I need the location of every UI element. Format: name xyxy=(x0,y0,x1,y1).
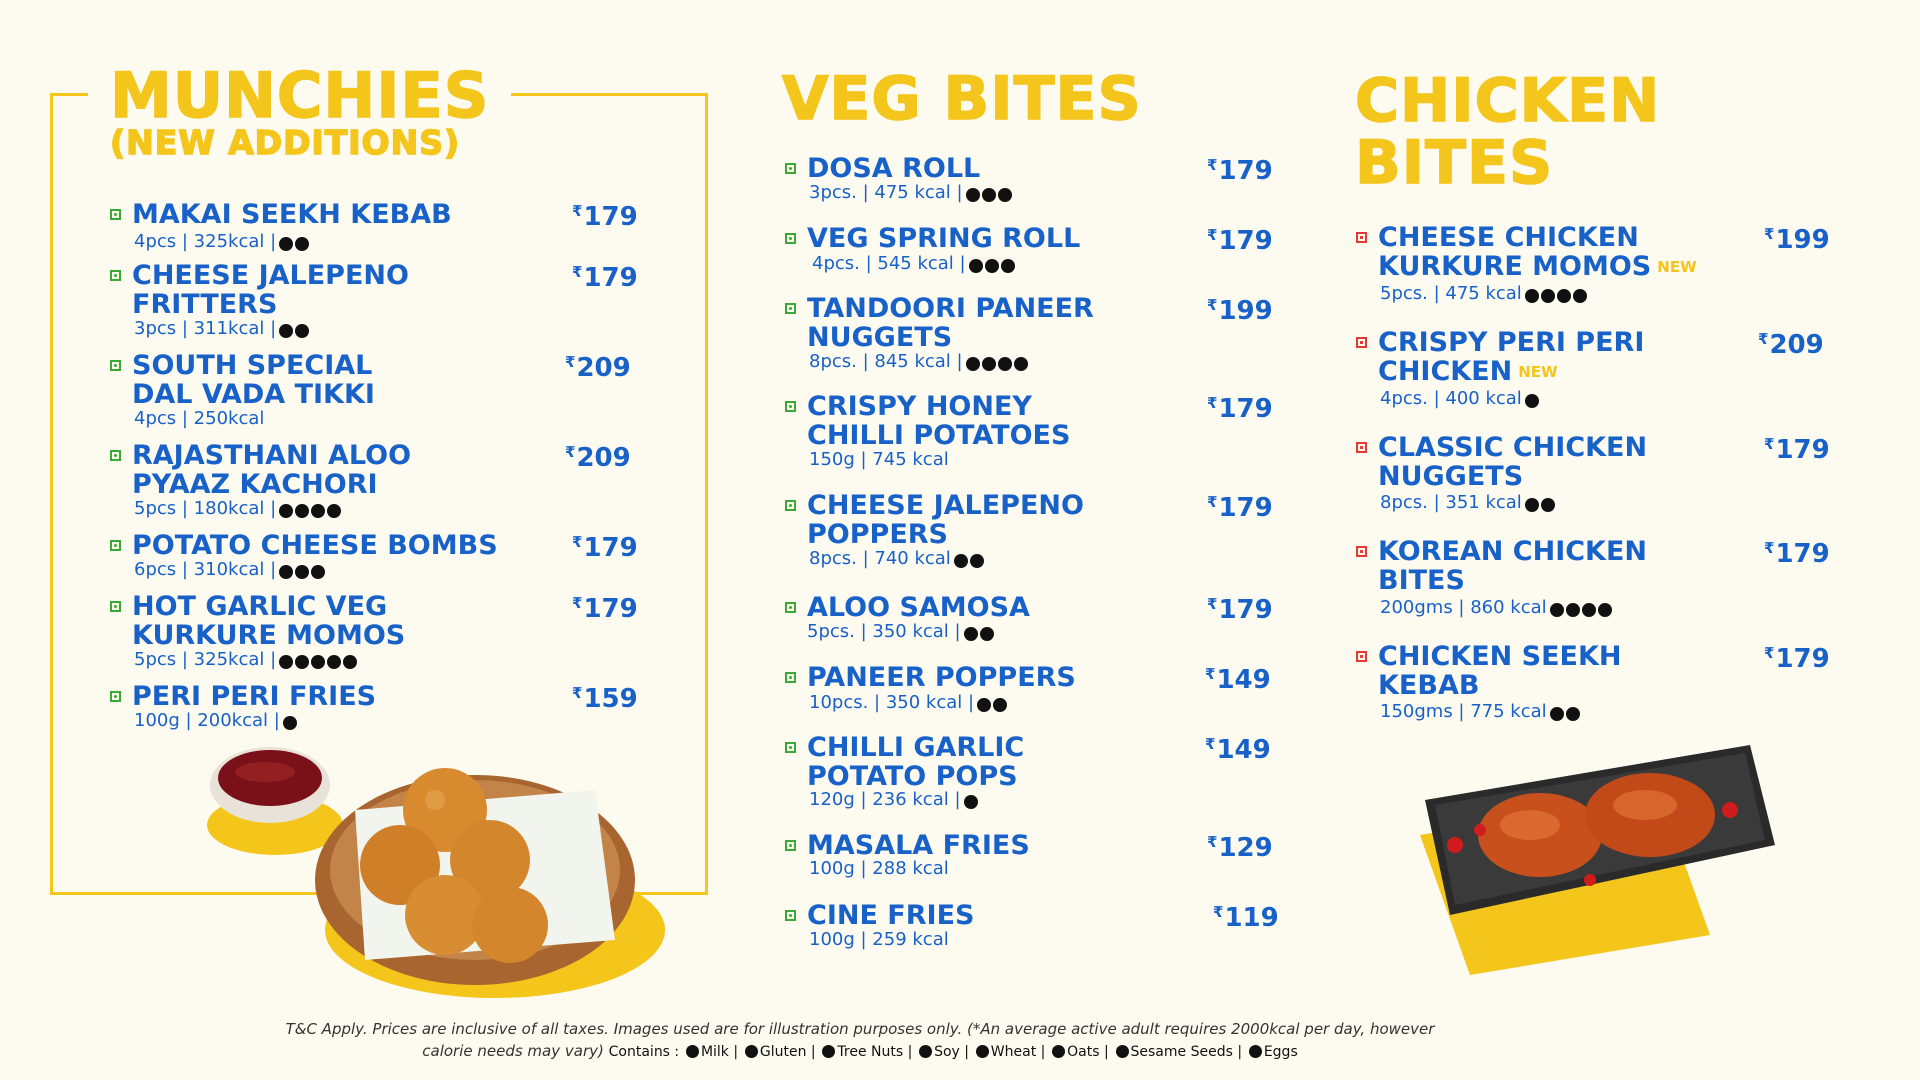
gluten-icon xyxy=(970,554,984,568)
tree-nuts-icon xyxy=(822,1045,835,1058)
item-name: CLASSIC CHICKEN NUGGETS xyxy=(1378,432,1648,492)
item-name: RAJASTHANI ALOO PYAAZ KACHORI xyxy=(132,440,412,500)
veg-indicator-icon xyxy=(785,742,796,753)
eggs-icon xyxy=(1249,1045,1262,1058)
item-name: POTATO CHEESE BOMBS xyxy=(132,530,498,561)
veg-indicator-icon xyxy=(785,233,796,244)
menu-item[interactable] xyxy=(110,351,640,431)
milk-icon xyxy=(969,259,983,273)
item-meta: 4pcs | 325kcal | xyxy=(134,231,311,254)
item-price: ₹149 xyxy=(1205,735,1271,765)
item-price: ₹179 xyxy=(1764,644,1830,674)
item-meta: 5pcs. | 475 kcal xyxy=(1380,283,1589,306)
oats-icon xyxy=(1052,1045,1065,1058)
menu-item[interactable] xyxy=(785,153,1273,209)
item-price: ₹209 xyxy=(1758,330,1824,360)
veg-indicator-icon xyxy=(785,303,796,314)
veg-indicator-icon xyxy=(785,500,796,511)
item-price: ₹129 xyxy=(1207,833,1273,863)
menu-item[interactable] xyxy=(1356,223,1836,303)
veg-indicator-icon xyxy=(785,910,796,921)
gluten-icon xyxy=(980,627,994,641)
item-meta: 200gms | 860 kcal xyxy=(1380,597,1614,620)
soy-icon xyxy=(919,1045,932,1058)
item-price: ₹199 xyxy=(1207,296,1273,326)
gluten-icon xyxy=(985,259,999,273)
item-price: ₹149 xyxy=(1205,665,1271,695)
menu-item[interactable] xyxy=(1356,433,1836,513)
soy-icon xyxy=(1001,259,1015,273)
item-price: ₹179 xyxy=(572,202,638,232)
milk-icon xyxy=(279,504,293,518)
milk-icon xyxy=(977,698,991,712)
soy-icon xyxy=(1525,498,1539,512)
item-price: ₹199 xyxy=(1764,225,1830,255)
legend-eggs: Eggs xyxy=(1247,1044,1298,1060)
veg-indicator-icon xyxy=(110,270,121,281)
item-meta: 4pcs | 250kcal xyxy=(134,408,265,429)
item-name: CHICKEN SEEKH KEBAB xyxy=(1378,641,1622,701)
new-badge: NEW xyxy=(1657,258,1697,276)
item-price: ₹179 xyxy=(1207,156,1273,186)
item-name: CHEESE JALEPENO FRITTERS xyxy=(132,260,409,320)
gluten-icon xyxy=(964,795,978,809)
item-price: ₹179 xyxy=(1207,595,1273,625)
sesame-seeds-icon xyxy=(1116,1045,1129,1058)
item-name: PERI PERI FRIES xyxy=(132,681,377,712)
veg-indicator-icon xyxy=(785,163,796,174)
veg-indicator-icon xyxy=(110,450,121,461)
item-price: ₹209 xyxy=(565,353,631,383)
veg-indicator-icon xyxy=(785,672,796,683)
item-meta: 5pcs | 325kcal | xyxy=(134,649,359,672)
gluten-icon xyxy=(982,357,996,371)
menu-item[interactable] xyxy=(110,592,640,672)
menu-item[interactable] xyxy=(785,662,1271,718)
menu-item[interactable] xyxy=(785,900,1279,956)
veg-indicator-icon xyxy=(110,360,121,371)
milk-icon xyxy=(279,655,293,669)
nonveg-indicator-icon xyxy=(1356,337,1367,348)
item-meta: 10pcs. | 350 kcal | xyxy=(809,692,1009,715)
menu-item[interactable] xyxy=(110,261,640,341)
item-meta: 8pcs. | 845 kcal | xyxy=(809,351,1030,374)
item-meta: 100g | 259 kcal xyxy=(809,929,949,950)
chicken-bites-title-line2: BITES xyxy=(1355,128,1554,198)
item-name: CRISPY HONEY CHILLI POTATOES xyxy=(807,391,1071,451)
item-price: ₹179 xyxy=(1207,394,1273,424)
milk-icon xyxy=(1525,289,1539,303)
item-name: CHEESE CHICKEN KURKURE MOMOS NEW xyxy=(1378,222,1697,282)
menu-item[interactable] xyxy=(785,592,1273,648)
legend-milk: Milk | xyxy=(684,1044,738,1060)
milk-icon xyxy=(279,565,293,579)
item-price: ₹179 xyxy=(1207,493,1273,523)
veg-indicator-icon xyxy=(785,840,796,851)
item-meta: 6pcs | 310kcal | xyxy=(134,559,327,582)
nonveg-indicator-icon xyxy=(1356,651,1367,662)
item-name: CHILLI GARLIC POTATO POPS xyxy=(807,732,1025,792)
chicken-bites-title-line1: CHICKEN xyxy=(1355,66,1661,136)
gluten-icon xyxy=(745,1045,758,1058)
item-name: MASALA FRIES xyxy=(807,830,1030,861)
milk-icon xyxy=(966,188,980,202)
menu-item[interactable] xyxy=(1356,642,1836,722)
item-price: ₹179 xyxy=(1764,435,1830,465)
gluten-icon xyxy=(1566,603,1580,617)
item-meta: 3pcs. | 475 kcal | xyxy=(809,182,1014,205)
gluten-icon xyxy=(295,504,309,518)
item-name: MAKAI SEEKH KEBAB xyxy=(132,199,452,230)
milk-icon xyxy=(279,237,293,251)
legend-oats: Oats | xyxy=(1050,1044,1109,1060)
gluten-icon xyxy=(1541,289,1555,303)
item-price: ₹179 xyxy=(572,594,638,624)
legend-sesame-seeds: Sesame Seeds | xyxy=(1114,1044,1243,1060)
item-meta: 150g | 745 kcal xyxy=(809,449,949,470)
milk-icon xyxy=(279,324,293,338)
item-meta: 8pcs. | 740 kcal xyxy=(809,548,986,571)
munchies-title: MUNCHIES xyxy=(110,59,490,132)
contains-label: Contains : xyxy=(608,1044,680,1060)
legend-gluten: Gluten | xyxy=(743,1044,816,1060)
item-meta: 4pcs. | 545 kcal | xyxy=(812,253,1017,276)
gluten-icon xyxy=(295,655,309,669)
item-meta: 5pcs | 180kcal | xyxy=(134,498,343,521)
menu-item[interactable] xyxy=(785,490,1273,571)
soy-icon xyxy=(998,188,1012,202)
soy-icon xyxy=(1582,603,1596,617)
new-badge: NEW xyxy=(1518,363,1558,381)
veg-indicator-icon xyxy=(785,602,796,613)
legend-wheat: Wheat | xyxy=(974,1044,1046,1060)
menu-item[interactable] xyxy=(110,200,640,260)
item-name: DOSA ROLL xyxy=(807,153,981,184)
soy-icon xyxy=(327,655,341,669)
item-name: VEG SPRING ROLL xyxy=(807,223,1081,254)
gluten-icon xyxy=(982,188,996,202)
menu-item[interactable] xyxy=(785,293,1273,374)
item-name: CINE FRIES xyxy=(807,900,975,931)
item-meta: 120g | 236 kcal | xyxy=(809,789,980,812)
item-price: ₹179 xyxy=(572,263,638,293)
item-name: KOREAN CHICKEN BITES xyxy=(1378,536,1648,596)
menu-item[interactable] xyxy=(785,391,1273,472)
item-price: ₹179 xyxy=(1764,539,1830,569)
fried-chicken-tray-image xyxy=(1410,735,1780,975)
item-price: ₹159 xyxy=(572,684,638,714)
item-name: CRISPY PERI PERI CHICKEN NEW xyxy=(1378,327,1645,387)
nonveg-indicator-icon xyxy=(1356,232,1367,243)
item-name: ALOO SAMOSA xyxy=(807,592,1030,623)
disclaimer-line2: calorie needs may vary) Contains : Milk | Gluten | Tree Nuts | Soy | Wheat | Oats | Sesame Seeds | Eggs xyxy=(422,1042,1298,1060)
nonveg-indicator-icon xyxy=(1356,442,1367,453)
item-meta: 5pcs. | 350 kcal | xyxy=(807,621,996,644)
sesame-seeds-icon xyxy=(1598,603,1612,617)
item-meta: 150gms | 775 kcal xyxy=(1380,701,1582,724)
item-name: HOT GARLIC VEG KURKURE MOMOS xyxy=(132,591,406,651)
gluten-icon xyxy=(993,698,1007,712)
item-price: ₹179 xyxy=(1207,226,1273,256)
item-price: ₹119 xyxy=(1213,903,1279,933)
milk-icon xyxy=(954,554,968,568)
nonveg-indicator-icon xyxy=(1356,546,1367,557)
item-meta: 100g | 200kcal | xyxy=(134,710,299,733)
legend-soy: Soy | xyxy=(917,1044,969,1060)
oats-icon xyxy=(343,655,357,669)
gluten-icon xyxy=(1541,498,1555,512)
veg-indicator-icon xyxy=(110,601,121,612)
wheat-icon xyxy=(976,1045,989,1058)
samosa-plate-image xyxy=(205,730,675,1000)
milk-icon xyxy=(1550,603,1564,617)
item-meta: 3pcs | 311kcal | xyxy=(134,318,311,341)
item-name: TANDOORI PANEER NUGGETS xyxy=(807,293,1094,353)
veg-indicator-icon xyxy=(110,209,121,220)
menu-item[interactable] xyxy=(785,830,1273,886)
item-name: SOUTH SPECIAL DAL VADA TIKKI xyxy=(132,350,375,410)
menu-item[interactable] xyxy=(110,531,640,586)
munchies-subtitle: (NEW ADDITIONS) xyxy=(110,122,461,162)
menu-item[interactable] xyxy=(1356,537,1836,617)
gluten-icon xyxy=(295,324,309,338)
gluten-icon xyxy=(295,565,309,579)
soy-icon xyxy=(998,357,1012,371)
soy-icon xyxy=(327,504,341,518)
item-meta: 8pcs. | 351 kcal xyxy=(1380,492,1557,515)
veg-indicator-icon xyxy=(110,691,121,702)
menu-item[interactable] xyxy=(110,441,640,521)
item-name: CHEESE JALEPENO POPPERS xyxy=(807,490,1084,550)
disclaimer-line1: T&C Apply. Prices are inclusive of all taxes. Images used are for illustration purposes only. (*An average active adult requires 2000kcal per day, however xyxy=(285,1020,1435,1038)
veg-indicator-icon xyxy=(110,540,121,551)
menu-item[interactable] xyxy=(785,223,1273,279)
soy-icon xyxy=(1573,289,1587,303)
menu-item[interactable] xyxy=(785,732,1271,813)
footer-disclaimer xyxy=(0,1018,1720,1063)
item-meta: 4pcs. | 400 kcal xyxy=(1380,388,1541,411)
milk-icon xyxy=(686,1045,699,1058)
item-price: ₹179 xyxy=(572,533,638,563)
tree-nuts-icon xyxy=(311,565,325,579)
wheat-icon xyxy=(283,716,297,730)
milk-icon xyxy=(964,627,978,641)
menu-item[interactable] xyxy=(1356,328,1836,408)
gluten-icon xyxy=(1566,707,1580,721)
gluten-icon xyxy=(1525,394,1539,408)
chicken-bites-heading xyxy=(1355,66,1661,198)
soy-icon xyxy=(1550,707,1564,721)
item-name: PANEER POPPERS xyxy=(807,662,1076,693)
wheat-icon xyxy=(1557,289,1571,303)
legend-tree-nuts: Tree Nuts | xyxy=(820,1044,912,1060)
gluten-icon xyxy=(295,237,309,251)
wheat-icon xyxy=(311,655,325,669)
veg-indicator-icon xyxy=(785,401,796,412)
milk-icon xyxy=(966,357,980,371)
wheat-icon xyxy=(311,504,325,518)
munchies-heading xyxy=(88,59,511,162)
item-meta: 100g | 288 kcal xyxy=(809,858,949,879)
menu-item[interactable] xyxy=(110,682,640,737)
veg-bites-title: VEG BITES xyxy=(782,64,1142,134)
tree-nuts-icon xyxy=(1014,357,1028,371)
item-price: ₹209 xyxy=(565,443,631,473)
